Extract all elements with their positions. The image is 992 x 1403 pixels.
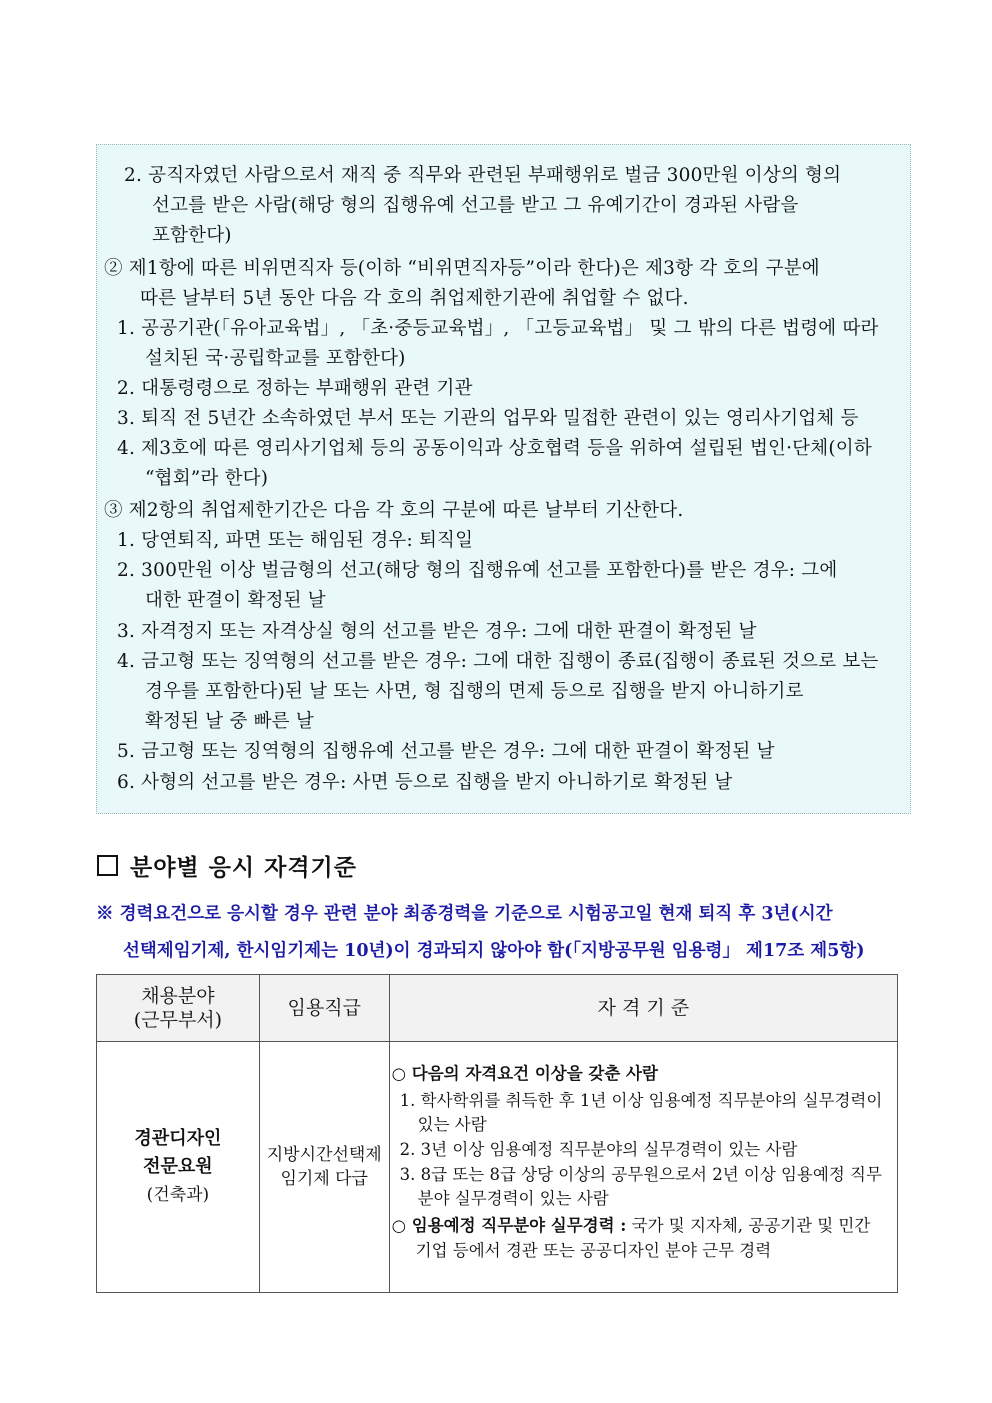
criteria-heading: ○ 다음의 자격요건 이상을 갖춘 사람	[391, 1064, 658, 1083]
header-field-line: (근무부서)	[133, 1009, 223, 1031]
box-line: 포함한다)	[152, 225, 232, 246]
box-line: 확정된 날 중 빠른 날	[145, 711, 314, 732]
notice-line: 선택제임기제, 한시임기제는 10년)이 경과되지 않아야 함(「지방공무원 임용령」 제17조 제5항)	[123, 941, 865, 961]
box-line: 4. 금고형 또는 징역형의 선고를 받은 경우: 그에 대한 집행이 종료(집행이 종료된 것으로 보는	[117, 651, 879, 672]
box-line: 2. 공직자였던 사람으로서 재직 중 직무와 관련된 부패행위로 벌금 300만원 이상의 형의	[124, 165, 842, 186]
box-line: 5. 금고형 또는 징역형의 집행유예 선고를 받은 경우: 그에 대한 판결이 확정된 날	[117, 741, 775, 762]
table-header-row	[97, 975, 898, 1042]
grade-line: 지방시간선택제	[266, 1145, 382, 1165]
box-line: 대한 판결이 확정된 날	[145, 590, 326, 611]
box-line: ③ 제2항의 취업제한기간은 다음 각 호의 구분에 따른 날부터 기산한다.	[104, 500, 684, 521]
field-name: 전문요원	[143, 1156, 213, 1177]
box-line: 따른 날부터 5년 동안 다음 각 호의 취업제한기관에 취업할 수 없다.	[140, 288, 689, 309]
box-line: 3. 퇴직 전 5년간 소속하였던 부서 또는 기관의 업무와 밀접한 관련이 있는 영리사기업체 등	[117, 408, 859, 429]
box-line: 2. 대통령령으로 정하는 부패행위 관련 기관	[117, 378, 473, 399]
header-field-line: 채용분야	[141, 985, 215, 1007]
experience-label: ○ 임용예정 직무분야 실무경력 :	[391, 1216, 627, 1235]
header-criteria: 자 격 기 준	[389, 975, 897, 1042]
box-line: 2. 300만원 이상 벌금형의 선고(해당 형의 집행유예 선고를 포함한다)를 받은 경우: 그에	[117, 560, 838, 581]
box-line: “협회”라 한다)	[145, 468, 269, 489]
criteria-item: 2. 3년 이상 임용예정 직무분야의 실무경력이 있는 사람	[399, 1140, 798, 1159]
header-grade: 임용직급	[259, 975, 389, 1042]
field-cell	[97, 1042, 260, 1293]
section-title: 분야별 응시 자격기준	[97, 849, 357, 882]
grade-cell	[259, 1042, 389, 1293]
box-line: 설치된 국·공립학교를 포함한다)	[145, 348, 406, 369]
box-line: ② 제1항에 따른 비위면직자 등(이하 “비위면직자등”이라 한다)은 제3항 각 호의 구분에	[104, 258, 820, 279]
notice-line: ※ 경력요건으로 응시할 경우 관련 분야 최종경력을 기준으로 시험공고일 현재 퇴직 후 3년(시간	[96, 904, 833, 924]
box-line: 1. 당연퇴직, 파면 또는 해임된 경우: 퇴직일	[117, 530, 474, 551]
criteria-experience: 기업 등에서 경관 또는 공공디자인 분야 근무 경력	[415, 1241, 772, 1260]
criteria-item: 1. 학사학위를 취득한 후 1년 이상 임용예정 직무분야의 실무경력이	[399, 1091, 883, 1110]
box-line: 3. 자격정지 또는 자격상실 형의 선고를 받은 경우: 그에 대한 판결이 확정된 날	[117, 621, 757, 642]
field-name: 경관디자인	[134, 1128, 222, 1149]
criteria-item: 분야 실무경력이 있는 사람	[417, 1189, 609, 1208]
box-line: 1. 공공기관(「유아교육법」, 「초·중등교육법」, 「고등교육법」 및 그 밖의 다른 법령에 따라	[117, 318, 879, 339]
grade-line: 임기제 다급	[280, 1169, 368, 1189]
box-line: 선고를 받은 사람(해당 형의 집행유예 선고를 받고 그 유예기간이 경과된 사람을	[152, 195, 799, 216]
table-row	[97, 1042, 898, 1293]
header-field	[97, 975, 260, 1042]
criteria-cell	[389, 1042, 897, 1293]
department: (건축과)	[146, 1185, 210, 1205]
experience-text: 국가 및 지자체, 공공기관 및 민간	[626, 1216, 871, 1235]
box-line: 4. 제3호에 따른 영리사기업체 등의 공동이익과 상호협력 등을 위하여 설립된 법인·단체(이하	[117, 438, 872, 459]
qualification-table	[96, 974, 898, 1293]
box-line: 6. 사형의 선고를 받은 경우: 사면 등으로 집행을 받지 아니하기로 확정된 날	[117, 772, 733, 793]
box-line: 경우를 포함한다)된 날 또는 사면, 형 집행의 면제 등으로 집행을 받지 아니하기로	[145, 681, 804, 702]
criteria-item: 있는 사람	[417, 1115, 487, 1134]
checkbox-square-icon	[97, 855, 118, 876]
criteria-experience	[392, 1214, 871, 1238]
criteria-item: 3. 8급 또는 8급 상당 이상의 공무원으로서 2년 이상 임용예정 직무	[399, 1165, 882, 1184]
